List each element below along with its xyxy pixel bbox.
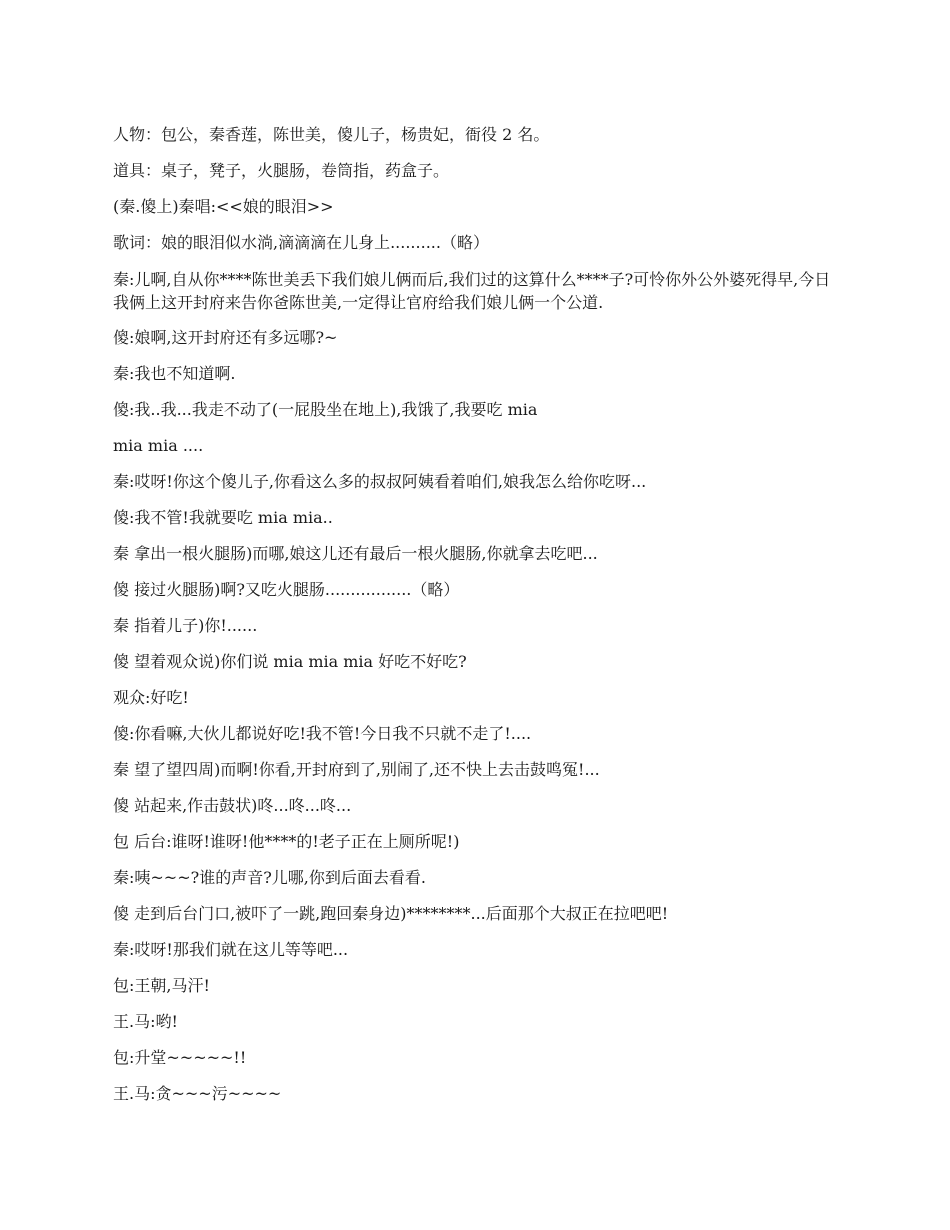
dialogue-line: 观众:好吃! bbox=[113, 688, 189, 707]
dialogue-line: 秦 指着儿子)你!...... bbox=[113, 616, 258, 635]
dialogue-line: 秦:哎呀!你这个傻儿子,你看这么多的叔叔阿姨看着咱们,娘我怎么给你吃呀... bbox=[113, 472, 647, 491]
dialogue-line: 包 后台:谁呀!谁呀!他****的!老子正在上厕所呢!) bbox=[113, 832, 460, 851]
dialogue-line: 傻:我..我...我走不动了(一屁股坐在地上),我饿了,我要吃 mia bbox=[113, 400, 538, 419]
dialogue-line: mia mia .... bbox=[113, 436, 204, 455]
dialogue-line: 秦:我也不知道啊. bbox=[113, 364, 236, 383]
script-text bbox=[113, 124, 838, 1119]
dialogue-line: 王.马:哟! bbox=[113, 1012, 178, 1031]
dialogue-line: 包:升堂~~~~~!! bbox=[113, 1048, 247, 1067]
dialogue-line: 傻:我不管!我就要吃 mia mia.. bbox=[113, 508, 333, 527]
dialogue-line: 秦:咦~~~?谁的声音?儿哪,你到后面去看看. bbox=[113, 868, 426, 887]
dialogue-line: 傻 站起来,作击鼓状)咚...咚...咚... bbox=[113, 796, 352, 815]
dialogue-line: 包:王朝,马汗! bbox=[113, 976, 210, 995]
cast-line: 人物：包公，秦香莲，陈世美，傻儿子，杨贵妃，衙役 2 名。 bbox=[113, 125, 550, 144]
props-line: 道具：桌子，凳子，火腿肠，卷筒指，药盒子。 bbox=[113, 161, 450, 180]
dialogue-line: 傻 接过火腿肠)啊?又吃火腿肠.................（略） bbox=[113, 580, 460, 599]
dialogue-line: 秦 拿出一根火腿肠)而哪,娘这儿还有最后一根火腿肠,你就拿去吃吧... bbox=[113, 544, 598, 563]
lyrics-line: 歌词：娘的眼泪似水淌,滴滴滴在儿身上..........（略） bbox=[113, 233, 489, 252]
dialogue-line: 傻 走到后台门口,被吓了一跳,跑回秦身边)********...后面那个大叔正在拉吧吧! bbox=[113, 904, 669, 923]
stage-direction: (秦.傻上)秦唱:<<娘的眼泪>> bbox=[113, 197, 334, 216]
dialogue-line: 秦:哎呀!那我们就在这儿等等吧... bbox=[113, 940, 349, 959]
dialogue-line: 王.马:贪~~~污~~~~ bbox=[113, 1084, 282, 1103]
dialogue-line: 傻:你看嘛,大伙儿都说好吃!我不管!今日我不只就不走了!.... bbox=[113, 724, 532, 743]
dialogue-line: 傻 望着观众说)你们说 mia mia mia 好吃不好吃? bbox=[113, 652, 467, 671]
dialogue-line: 傻:娘啊,这开封府还有多远哪?~ bbox=[113, 328, 338, 347]
dialogue-line: 秦 望了望四周)而啊!你看,开封府到了,别闹了,还不快上去击鼓鸣冤!... bbox=[113, 760, 600, 779]
dialogue-line: 秦:儿啊,自从你****陈世美丢下我们娘儿俩而后,我们过的这算什么****子?可怜你外公外婆死得早,今日我俩上这开封府来告你爸陈世美,一定得让官府给我们娘儿俩一个公道. bbox=[113, 270, 831, 312]
